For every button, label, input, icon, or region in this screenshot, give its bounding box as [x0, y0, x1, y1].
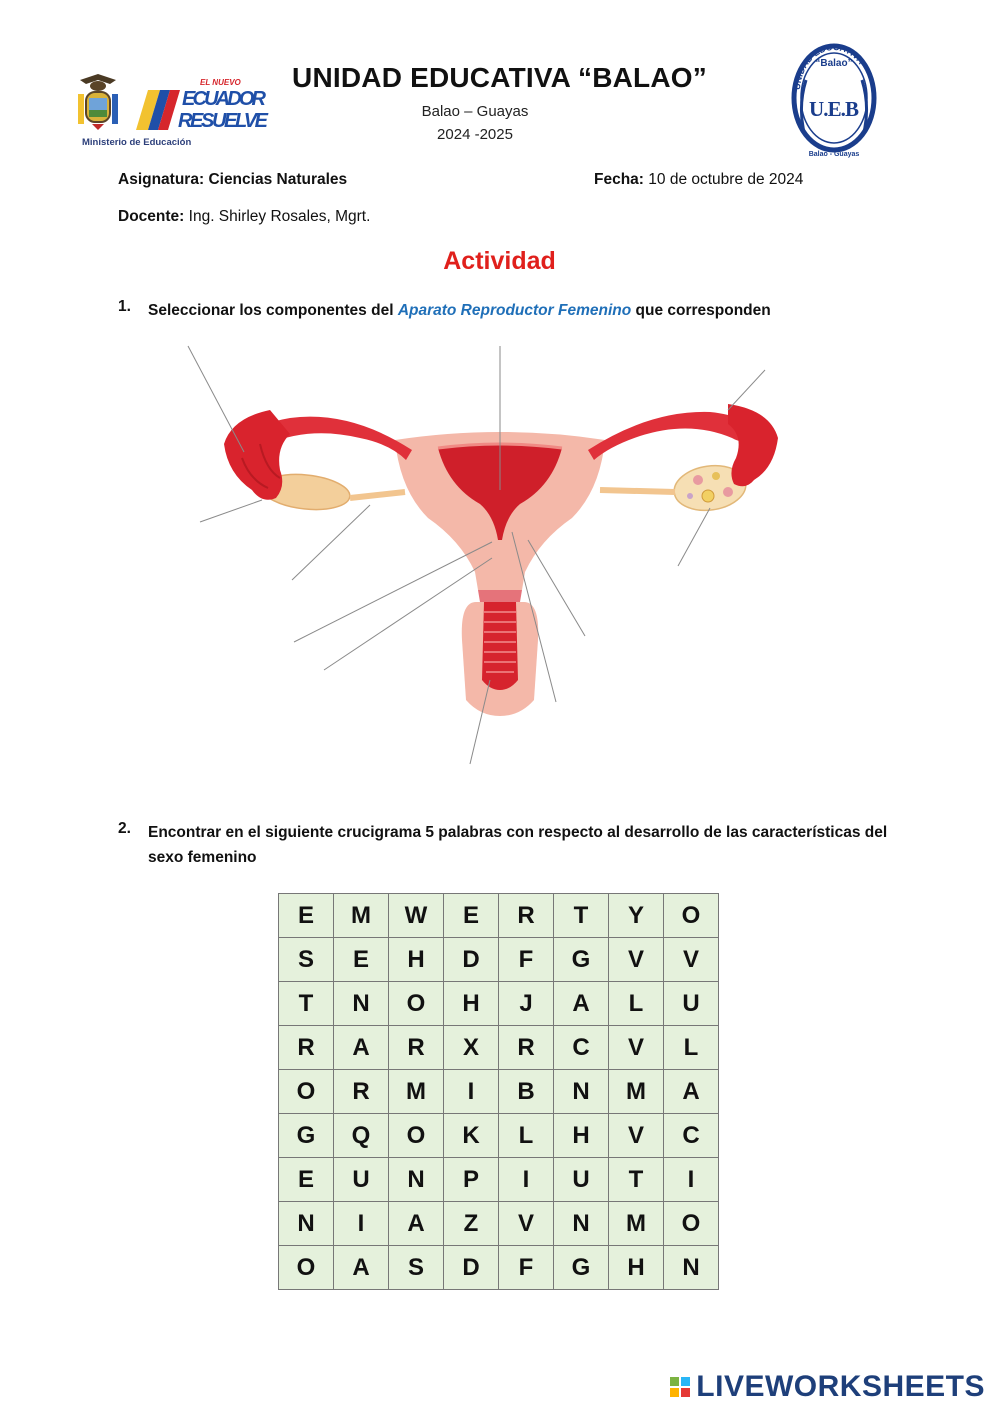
word-search-cell[interactable]: H [609, 1246, 664, 1290]
word-search-row [279, 1026, 719, 1070]
word-search-cell[interactable]: L [609, 982, 664, 1026]
date-value: 10 de octubre de 2024 [648, 171, 804, 188]
ministry-label: Ministerio de Educación [82, 137, 192, 148]
word-search-cell[interactable]: O [664, 894, 719, 938]
word-search-row [279, 1246, 719, 1290]
word-search-cell[interactable]: D [444, 938, 499, 982]
word-search-cell[interactable]: M [609, 1070, 664, 1114]
word-search-cell[interactable]: V [499, 1202, 554, 1246]
word-search-cell[interactable]: J [499, 982, 554, 1026]
word-search-cell[interactable]: O [279, 1246, 334, 1290]
word-search-cell[interactable]: R [389, 1026, 444, 1070]
teacher-label: Docente: [118, 208, 185, 225]
word-search-cell[interactable]: G [554, 1246, 609, 1290]
date-line [594, 171, 803, 189]
word-search-cell[interactable]: R [279, 1026, 334, 1070]
word-search-row [279, 982, 719, 1026]
word-search-cell[interactable]: N [334, 982, 389, 1026]
word-search-cell[interactable]: R [334, 1070, 389, 1114]
word-search-cell[interactable]: C [554, 1026, 609, 1070]
word-search-cell[interactable]: E [444, 894, 499, 938]
word-search-cell[interactable]: A [334, 1246, 389, 1290]
campaign-logo-line1: EL NUEVO [200, 78, 241, 87]
word-search-cell[interactable]: N [664, 1246, 719, 1290]
question-1-text-before: Seleccionar los componentes del [148, 302, 398, 319]
question-2-number: 2. [118, 820, 131, 837]
question-1-highlight: Aparato Reproductor Femenino [397, 302, 632, 319]
word-search-cell[interactable]: E [334, 938, 389, 982]
school-year: 2024 -2025 [437, 126, 513, 143]
seal-initials: U.E.B [809, 97, 859, 121]
activity-title: Actividad [443, 247, 556, 275]
word-search-cell[interactable]: A [664, 1070, 719, 1114]
word-search-cell[interactable]: T [554, 894, 609, 938]
word-search-row [279, 1158, 719, 1202]
word-search-cell[interactable]: R [499, 1026, 554, 1070]
word-search-cell[interactable]: G [554, 938, 609, 982]
word-search-cell[interactable]: Q [334, 1114, 389, 1158]
seal-location: Balao - Guayas [808, 151, 860, 158]
word-search-cell[interactable]: P [444, 1158, 499, 1202]
word-search-cell[interactable]: F [499, 1246, 554, 1290]
question-1 [118, 298, 918, 324]
word-search-cell[interactable]: H [444, 982, 499, 1026]
word-search-row [279, 1202, 719, 1246]
subject-line [118, 171, 347, 189]
word-search-cell[interactable]: U [334, 1158, 389, 1202]
word-search-cell[interactable]: W [389, 894, 444, 938]
word-search-cell[interactable]: I [444, 1070, 499, 1114]
question-2 [118, 820, 918, 872]
word-search-cell[interactable]: D [444, 1246, 499, 1290]
word-search-cell[interactable]: O [279, 1070, 334, 1114]
school-seal [786, 36, 882, 160]
subject-label: Asignatura: [118, 171, 205, 188]
word-search-cell[interactable]: I [664, 1158, 719, 1202]
word-search-cell[interactable]: A [334, 1026, 389, 1070]
word-search-cell[interactable]: B [499, 1070, 554, 1114]
word-search-cell[interactable]: T [279, 982, 334, 1026]
word-search-cell[interactable]: V [609, 938, 664, 982]
word-search-cell[interactable]: N [554, 1070, 609, 1114]
word-search-cell[interactable]: Z [444, 1202, 499, 1246]
word-search-cell[interactable]: R [499, 894, 554, 938]
word-search-cell[interactable]: X [444, 1026, 499, 1070]
word-search-cell[interactable]: L [499, 1114, 554, 1158]
word-search-cell[interactable]: E [279, 894, 334, 938]
word-search-cell[interactable]: V [609, 1114, 664, 1158]
question-2-text: Encontrar en el siguiente crucigrama 5 palabras con respecto al desarrollo de las características del sexo femenino [148, 824, 888, 866]
word-search-cell[interactable]: M [609, 1202, 664, 1246]
word-search-cell[interactable]: O [389, 982, 444, 1026]
word-search-cell[interactable]: N [554, 1202, 609, 1246]
liveworksheets-brand [670, 1370, 985, 1404]
word-search-grid [278, 893, 719, 1290]
word-search-cell[interactable]: O [664, 1202, 719, 1246]
word-search-cell[interactable]: A [389, 1202, 444, 1246]
word-search-cell[interactable]: S [279, 938, 334, 982]
subject-value: Ciencias Naturales [208, 171, 348, 188]
word-search-cell[interactable]: Y [609, 894, 664, 938]
date-label: Fecha: [594, 171, 644, 188]
word-search-cell[interactable]: N [279, 1202, 334, 1246]
liveworksheets-icon [670, 1377, 690, 1397]
cervix-shape [478, 590, 522, 602]
right-fallopian-tube [588, 412, 750, 460]
word-search-cell[interactable]: O [389, 1114, 444, 1158]
question-1-text [148, 298, 908, 323]
word-search-cell[interactable]: A [554, 982, 609, 1026]
campaign-logo-line2: ECUADOR [182, 88, 266, 110]
word-search-cell[interactable]: M [389, 1070, 444, 1114]
word-search-cell[interactable]: H [554, 1114, 609, 1158]
seal-arc-text: UNIDAD EDUCATIVA [791, 41, 867, 91]
word-search-cell[interactable]: M [334, 894, 389, 938]
teacher-line [118, 208, 370, 226]
word-search-cell[interactable]: F [499, 938, 554, 982]
word-search-cell[interactable]: U [554, 1158, 609, 1202]
school-location: Balao – Guayas [421, 103, 529, 120]
word-search-row [279, 1114, 719, 1158]
word-search-cell[interactable]: L [664, 1026, 719, 1070]
teacher-value: Ing. Shirley Rosales, Mgrt. [188, 208, 371, 225]
word-search-row [279, 938, 719, 982]
word-search-cell[interactable]: V [664, 938, 719, 982]
word-search-row [279, 894, 719, 938]
word-search-cell[interactable]: K [444, 1114, 499, 1158]
word-search-cell[interactable]: H [389, 938, 444, 982]
word-search-cell[interactable]: I [499, 1158, 554, 1202]
question-1-number: 1. [118, 298, 131, 315]
word-search-cell[interactable]: V [609, 1026, 664, 1070]
school-name: UNIDAD EDUCATIVA “BALAO” [292, 62, 707, 93]
word-search-cell[interactable]: S [389, 1246, 444, 1290]
campaign-logo-line3: RESUELVE [178, 110, 268, 132]
word-search-cell[interactable]: I [334, 1202, 389, 1246]
question-1-text-after: que corresponden [631, 302, 771, 319]
seal-name: “Balao” [815, 58, 853, 69]
word-search-cell[interactable]: E [279, 1158, 334, 1202]
word-search-row [279, 1070, 719, 1114]
liveworksheets-text: LIVEWORKSHEETS [696, 1370, 985, 1403]
word-search-cell[interactable]: N [389, 1158, 444, 1202]
word-search-cell[interactable]: T [609, 1158, 664, 1202]
word-search-cell[interactable]: U [664, 982, 719, 1026]
word-search-cell[interactable]: C [664, 1114, 719, 1158]
uterus-diagram [180, 340, 820, 770]
word-search-cell[interactable]: G [279, 1114, 334, 1158]
